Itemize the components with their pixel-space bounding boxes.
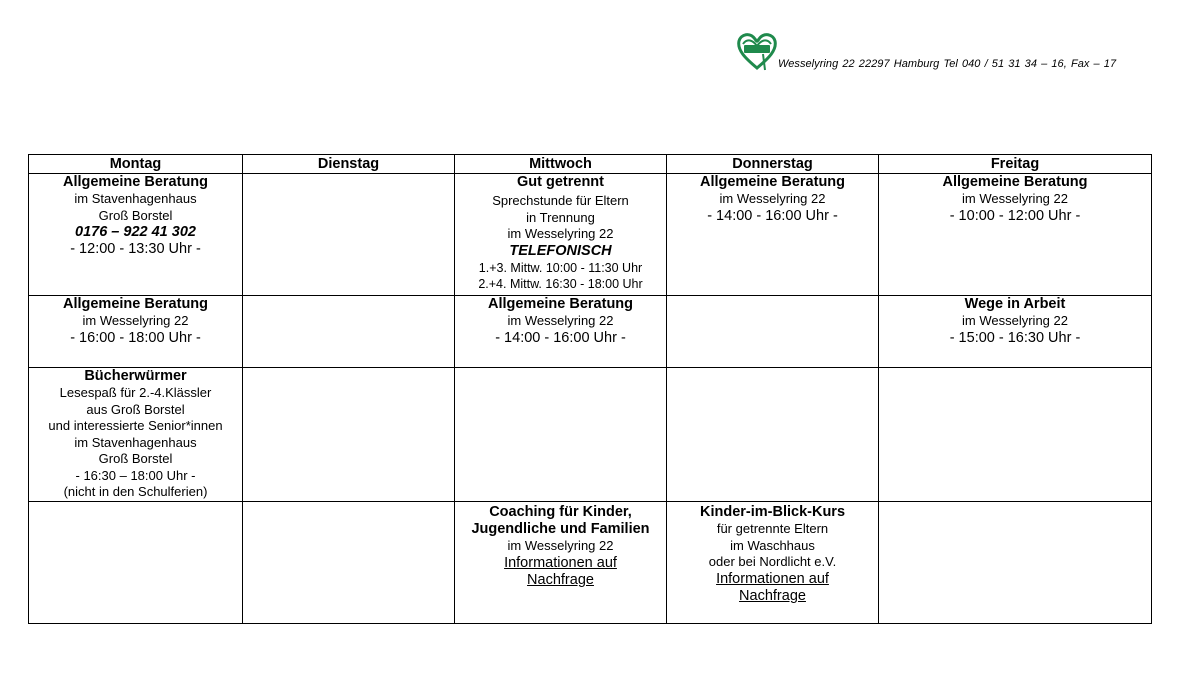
cell-r2-montag (29, 296, 243, 368)
entry-title: Bücherwürmer (84, 368, 187, 384)
entry-time: - 12:00 - 13:30 Uhr - (70, 241, 201, 257)
entry-location: im Wesselyring 22 (507, 538, 614, 553)
entry-location: im Stavenhagenhaus (74, 191, 197, 206)
entry-time: - 10:00 - 12:00 Uhr - (949, 207, 1081, 224)
entry-description: in Trennung (526, 209, 595, 225)
cell-r3-montag (29, 368, 243, 502)
entry-title: Jugendliche und Familien (471, 521, 650, 537)
weekly-schedule-table (28, 154, 1152, 624)
entry-location: Groß Borstel (98, 207, 173, 223)
entry-time: - 14:00 - 16:00 Uhr - (495, 329, 626, 346)
entry-location: im Wesselyring 22 (962, 313, 1068, 328)
entry-description: Lesespaß für 2.-4.Klässler (59, 385, 212, 400)
cell-r1-dienstag (243, 174, 455, 296)
cell-r1-montag (29, 174, 243, 296)
cell-r2-freitag (879, 296, 1152, 368)
entry-title: Allgemeine Beratung (62, 174, 209, 190)
info-link[interactable]: Nachfrage (739, 587, 806, 604)
cell-r2-donnerstag (667, 296, 879, 368)
cell-r1-freitag (879, 174, 1152, 296)
entry-location: im Wesselyring 22 (962, 191, 1068, 206)
entry-location: im Stavenhagenhaus (74, 434, 197, 450)
entry-note: (nicht in den Schulferien) (63, 484, 208, 499)
cell-r1-mittwoch (455, 174, 667, 296)
day-header-dienstag: Dienstag (243, 155, 455, 174)
day-header-mittwoch: Mittwoch (455, 155, 667, 174)
day-header-montag: Montag (29, 155, 243, 174)
info-link[interactable]: Nachfrage (527, 571, 594, 588)
cell-r1-donnerstag (667, 174, 879, 296)
cell-r4-donnerstag (667, 502, 879, 624)
entry-description: Sprechstunde für Eltern (492, 193, 629, 208)
table-header-row (29, 155, 1152, 174)
entry-title: Allgemeine Beratung (62, 296, 209, 312)
table-row (29, 174, 1152, 296)
entry-title: Kinder-im-Blick-Kurs (699, 504, 846, 520)
entry-location: im Waschhaus (730, 537, 815, 553)
entry-mode: TELEFONISCH (509, 242, 612, 259)
entry-location: oder bei Nordlicht e.V. (708, 554, 837, 569)
entry-title: Allgemeine Beratung (942, 174, 1088, 190)
info-link[interactable]: Informationen auf (504, 554, 617, 571)
entry-title: Wege in Arbeit (964, 296, 1066, 312)
info-link[interactable]: Informationen auf (716, 570, 829, 587)
entry-location: im Wesselyring 22 (507, 226, 614, 241)
address-line: Wesselyring 22 22297 Hamburg Tel 040 / 51 31 34 – 16, Fax – 17 (778, 58, 1117, 70)
cell-r3-freitag (879, 368, 1152, 502)
cell-r4-montag (29, 502, 243, 624)
heart-logo-icon (735, 30, 779, 72)
cell-r3-mittwoch (455, 368, 667, 502)
entry-location: im Wesselyring 22 (719, 191, 826, 206)
entry-location: Groß Borstel (98, 451, 173, 466)
table-row (29, 502, 1152, 624)
day-header-freitag: Freitag (879, 155, 1152, 174)
entry-title: Gut getrennt (517, 174, 604, 190)
entry-time: - 14:00 - 16:00 Uhr - (707, 207, 838, 224)
table-row (29, 368, 1152, 502)
cell-r2-dienstag (243, 296, 455, 368)
entry-title: Allgemeine Beratung (487, 296, 634, 312)
entry-location: im Wesselyring 22 (82, 313, 189, 328)
cell-r3-dienstag (243, 368, 455, 502)
letterhead (735, 30, 1175, 72)
entry-description: und interessierte Senior*innen (48, 418, 223, 433)
cell-r2-mittwoch (455, 296, 667, 368)
entry-time: - 16:00 - 18:00 Uhr - (70, 329, 201, 346)
cell-r4-mittwoch (455, 502, 667, 624)
entry-time: - 16:30 – 18:00 Uhr - (75, 467, 196, 483)
entry-phone: 0176 – 922 41 302 (75, 224, 196, 240)
entry-location: im Wesselyring 22 (507, 313, 614, 328)
entry-time: 2.+4. Mittw. 16:30 - 18:00 Uhr (478, 276, 643, 291)
entry-description: für getrennte Eltern (716, 521, 829, 536)
entry-description: aus Groß Borstel (86, 401, 185, 417)
table-row (29, 296, 1152, 368)
cell-r3-donnerstag (667, 368, 879, 502)
entry-time: - 15:00 - 16:30 Uhr - (949, 329, 1081, 346)
entry-title: Allgemeine Beratung (699, 174, 846, 190)
cell-r4-freitag (879, 502, 1152, 624)
entry-time: 1.+3. Mittw. 10:00 - 11:30 Uhr (478, 260, 643, 275)
day-header-donnerstag: Donnerstag (667, 155, 879, 174)
cell-r4-dienstag (243, 502, 455, 624)
entry-title: Coaching für Kinder, (489, 504, 632, 520)
